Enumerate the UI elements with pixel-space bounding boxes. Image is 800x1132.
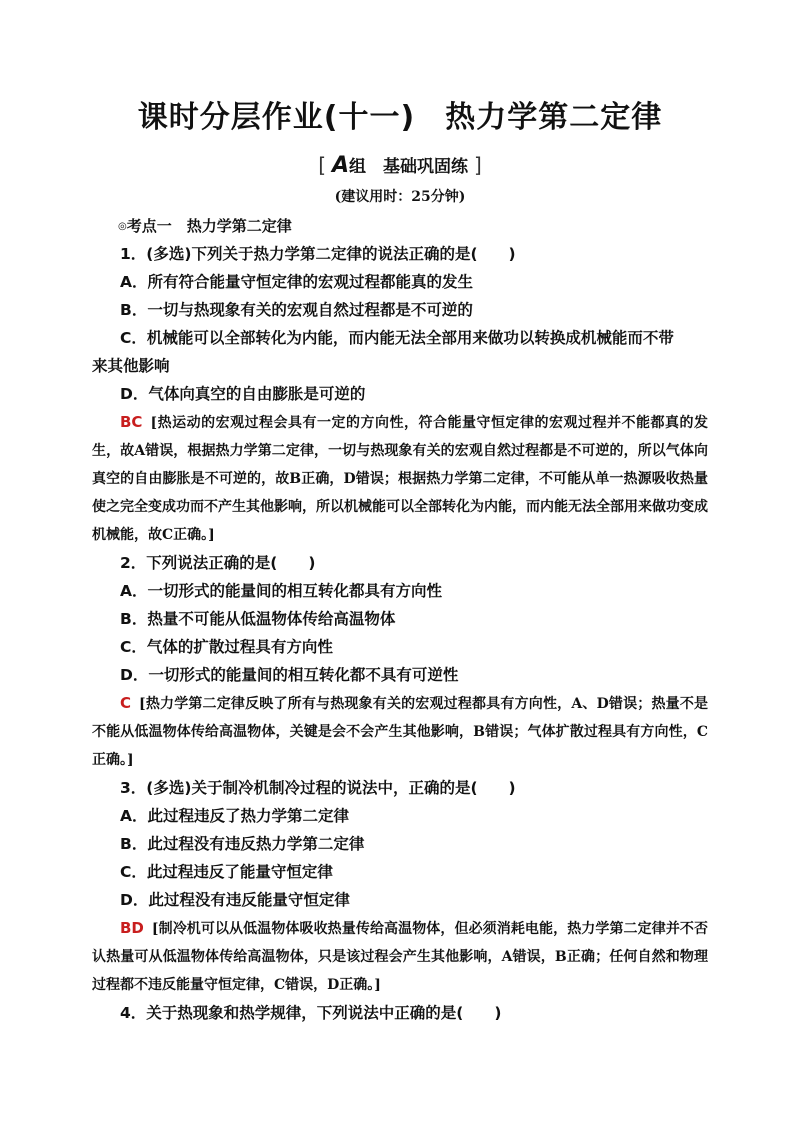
- option-2a: A．一切形式的能量间的相互转化都具有方向性: [120, 582, 442, 600]
- option-1a: A．所有符合能量守恒定律的宏观过程都能真的发生: [120, 273, 473, 291]
- option-1d: D．气体向真空的自由膨胀是可逆的: [120, 385, 366, 403]
- option-3d: D．此过程没有违反能量守恒定律: [120, 891, 350, 909]
- option-2b: B．热量不可能从低温物体传给高温物体: [120, 610, 396, 628]
- option-1c: C．机械能可以全部转化为内能，而内能无法全部用来做功以转换成机械能而不带: [120, 329, 674, 347]
- answer-key-3: BD: [120, 919, 144, 937]
- answer-key-2: C: [120, 694, 132, 712]
- section-label: 考点一 热力学第二定律: [126, 217, 292, 235]
- time-note: (建议用时：25分钟): [334, 189, 466, 205]
- question-stem-1: 1．(多选)下列关于热力学第二定律的说法正确的是( ): [120, 245, 516, 263]
- explanation-2: [热力学第二定律反映了所有与热现象有关的宏观过程都具有方向性，A、D错误；热量不是不能从低温物体传给高温物体，关键是会不会产生其他影响，B错误；气体扩散过程具有方向性，C正确。]: [92, 696, 708, 768]
- explanation-1: [热运动的宏观过程会具有一定的方向性，符合能量守恒定律的宏观过程并不能都真的发生，故A错误，根据热力学第二定律，一切与热现象有关的宏观自然过程都是不可逆的，所以气体向真空的自由膨胀是不可逆的，故B正确，D错误；根据热力学第二定律，不可能从单一热源吸收热量使之完全变成功而不产生其他影响，所以机械能可以全部转化为内能，而内能无法全部用来做功变成机械能，故C正确。]: [92, 415, 708, 543]
- option-3a: A．此过程违反了热力学第二定律: [120, 807, 349, 825]
- page-title: [0, 92, 800, 136]
- bracket-close: ]: [473, 153, 482, 177]
- option-2c: C．气体的扩散过程具有方向性: [120, 638, 333, 656]
- option-3c: C．此过程违反了能量守恒定律: [120, 863, 333, 881]
- content-body: [92, 212, 708, 1027]
- answer-2: [92, 689, 708, 774]
- option-2d: D．一切形式的能量间的相互转化都不具有可逆性: [120, 666, 459, 684]
- group-letter: A: [331, 153, 350, 178]
- circle-marker-icon: ◎: [118, 221, 127, 232]
- option-1b: B．一切与热现象有关的宏观自然过程都是不可逆的: [120, 301, 473, 319]
- title-right: 热力学第二定律: [445, 100, 663, 135]
- option-1c-cont: 来其他影响: [92, 357, 170, 375]
- question-stem-4: 4．关于热现象和热学规律，下列说法中正确的是( ): [120, 1004, 502, 1022]
- question-stem-2: 2．下列说法正确的是( ): [120, 554, 316, 572]
- bracket-open: [: [318, 153, 327, 177]
- answer-1: [92, 408, 708, 549]
- answer-3: [92, 914, 708, 999]
- explanation-3: [制冷机可以从低温物体吸收热量传给高温物体，但必须消耗电能，热力学第二定律并不否认热量可从低温物体传给高温物体，只是该过程会产生其他影响，A错误，B正确；任何自然和物理过程都不违反能量守恒定律，C错误，D正确。]: [92, 921, 708, 993]
- group-heading: [0, 152, 800, 178]
- option-3b: B．此过程没有违反热力学第二定律: [120, 835, 365, 853]
- group-label: 组 基础巩固练: [349, 157, 469, 177]
- answer-key-1: BC: [120, 413, 143, 431]
- title-left: 课时分层作业(十一): [137, 100, 416, 135]
- section-heading: [92, 212, 708, 240]
- question-stem-3: 3．(多选)关于制冷机制冷过程的说法中，正确的是( ): [120, 779, 516, 797]
